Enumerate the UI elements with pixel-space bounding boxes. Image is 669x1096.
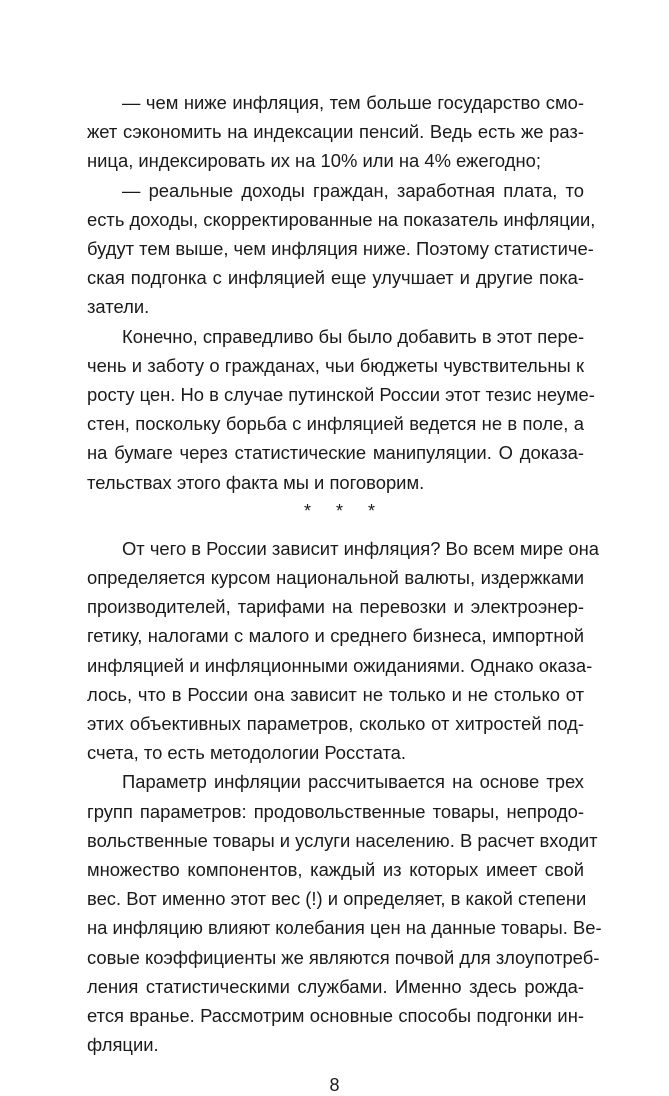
- text-line: Конечно, справедливо бы было добавить в этот пере-: [122, 326, 585, 347]
- section-separator: * * *: [303, 500, 386, 521]
- text-line: ница, индексировать их на 10% или на 4% ежегодно;: [87, 150, 541, 171]
- text-line: От чего в России зависит инфляция? Во всем мире она: [122, 538, 599, 559]
- text-line: Параметр инфляции рассчитывается на основе трех: [122, 771, 584, 792]
- text-line: определяется курсом национальной валюты, издержками: [87, 567, 584, 588]
- text-line: вес. Вот именно этот вес (!) и определяет, в какой степени: [87, 888, 587, 909]
- text-line: тельствах этого факта мы и поговорим.: [87, 472, 425, 493]
- text-line: затели.: [87, 296, 150, 317]
- text-line: вольственные товары и услуги населению. В расчет входит: [87, 830, 598, 851]
- text-line: производителей, тарифами на перевозки и электроэнер-: [87, 596, 584, 617]
- text-line: совые коэффициенты же являются почвой для злоупотреб-: [87, 947, 600, 968]
- text-line: этих объективных параметров, сколько от хитростей под-: [87, 713, 584, 734]
- text-line: счета, то есть методологии Росстата.: [87, 742, 406, 763]
- page-number: 8: [329, 1075, 340, 1095]
- text-line: ская подгонка с инфляцией еще улучшает и другие пока-: [87, 267, 584, 288]
- text-line: росту цен. Но в случае путинской России этот тезис неуме-: [87, 384, 595, 405]
- text-line: стен, поскольку борьба с инфляцией ведется не в поле, а: [87, 413, 584, 434]
- text-line: чень и заботу о гражданах, чьи бюджеты чувствительны к: [87, 355, 584, 376]
- text-line: на бумаге через статистические манипуляции. О доказа-: [87, 442, 584, 463]
- text-line: групп параметров: продовольственные товары, непродо-: [87, 801, 584, 822]
- text-line: множество компонентов, каждый из которых имеет свой: [87, 859, 584, 880]
- text-line: ется вранье. Рассмотрим основные способы подгонки ин-: [87, 1005, 584, 1026]
- text-line: фляции.: [87, 1034, 159, 1055]
- text-line: будут тем выше, чем инфляция ниже. Поэтому статистиче-: [87, 238, 594, 259]
- text-line: есть доходы, скорректированные на показатель инфляции,: [87, 209, 596, 230]
- text-line: инфляцией и инфляционными ожиданиями. Однако оказа-: [87, 655, 593, 676]
- text-line: — реальные доходы граждан, заработная плата, то: [122, 180, 584, 201]
- text-line: — чем ниже инфляция, тем больше государство смо-: [122, 92, 584, 113]
- text-line: гетику, налогами с малого и среднего бизнеса, импортной: [87, 625, 584, 646]
- text-line: жет сэкономить на индексации пенсий. Ведь есть же раз-: [87, 121, 584, 142]
- text-line: лось, что в России она зависит не только и не столько от: [87, 684, 584, 705]
- text-line: на инфляцию влияют колебания цен на данные товары. Ве-: [87, 917, 602, 938]
- text-line: ления статистическими службами. Именно здесь рожда-: [87, 976, 584, 997]
